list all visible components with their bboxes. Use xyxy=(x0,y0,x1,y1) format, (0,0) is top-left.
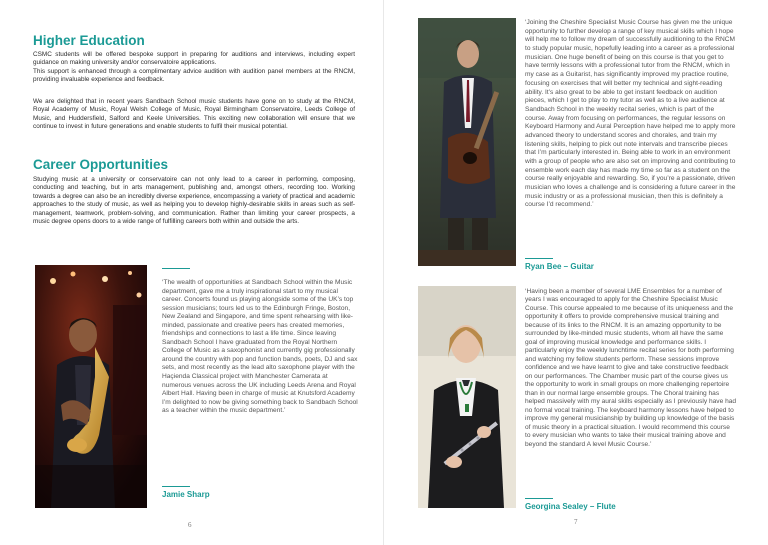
saxophonist-photo xyxy=(35,265,147,508)
higher-education-para-2: This support is enhanced through a complimentary advice audition with audition panel members at the RNCM, providing invaluable experience and feedback. xyxy=(33,68,355,84)
georgina-sealey-rule xyxy=(525,498,553,499)
right-page xyxy=(384,0,768,545)
ryan-bee-name: Ryan Bee – Guitar xyxy=(525,262,594,271)
jamie-sharp-name: Jamie Sharp xyxy=(162,490,210,499)
career-opportunities-heading: Career Opportunities xyxy=(33,157,169,172)
flautist-photo xyxy=(418,286,516,508)
higher-education-heading: Higher Education xyxy=(33,33,145,48)
georgina-sealey-name: Georgina Sealey – Flute xyxy=(525,502,616,511)
career-opportunities-para: Studying music at a university or conservatoire can not only lead to a career in performing, composing, conducting and teaching, but in arts management, publishing and, amongst others, recording too. Working towards a degree can also be an incredibly diverse experience, encompassing a variety of practical and academic approaches to the study of music, as well as helping you to develop highly-desirable skills in areas such as self-management, teamwork, problem-solving, and communication. Rather than limiting your career prospects, a music degree opens doors to a wide range of fulfilling careers both within and outside the arts. xyxy=(33,176,355,226)
testimonial-rule xyxy=(162,268,190,269)
guitarist-photo xyxy=(418,18,516,266)
page-number-right: 7 xyxy=(574,518,578,526)
page-number-left: 6 xyxy=(188,521,192,529)
higher-education-para-1: CSMC students will be offered bespoke support in preparing for auditions and interviews, including expert guidance on making university and/or conservatoire applications. xyxy=(33,51,355,67)
ryan-bee-quote: ‘Joining the Cheshire Specialist Music Course has given me the unique opportunity to further develop a range of key musical skills which I hope will help me to follow my dream of successfully auditioning to the RNCM to study popular music, hopefully leading into a career as a professional musician. One huge benefit of being on this course is that you get to have termly lessons with a professional tutor from the RNCM, which in my case as a Guitarist, has significantly improved my practice routine, focusing on exercises that will better my technical and sight-reading ability. It’s also great to be able to get instant feedback on audition pieces, which I get to play to my tutor as well as to a live audience at Sandbach School in the weekly recital series, which is part of the course. Away from focusing on performances, the regular lessons on Keyboard Harmony and Aural Perception have helped me to apply more advanced theory to understand scores and chorales, and train my listening skills, helping to pick out note intervals and transcribe pieces that I’m particularly interested in. Being able to work in an environment with a group of people who are also set on improving and contributing to ensemble work each day has made my time so far as a student on the course really enjoyable and rewarding. So, if you’re a passionate, driven musician who loves a challenge and is considering a future career in the music industry or as a professional musician, then this is definitely a course I’d recommend.’ xyxy=(525,19,736,209)
jamie-sharp-quote: ‘The wealth of opportunities at Sandbach School within the Music department, gave me a truly inspirational start to my musical career. Concerts found us playing alongside some of the UK’s top session musicians; tours led us to the Edinburgh Fringe, Boston, New Zealand and Singapore, and time spent rehearsing with like-minded, passionate and creative peers has created memories, friendships and connections to last a life time. Since leaving Sandbach School I have graduated from the Royal Northern College of Music as a saxophonist and currently gig professionally around the country with pop and function bands, poets, DJ and sax sets, and most recently as the lead alto saxophone player with the Haçienda Classical project with Manchester Camerata at numerous venues across the UK including Leeds Arena and Royal Albert Hall. Having been in charge of music at Knutsford Academy I’m delighted to now be giving something back to Sandbach School as a teacher within the music department.’ xyxy=(162,279,358,415)
georgina-sealey-quote: ‘Having been a member of several LME Ensembles for a number of years I was encouraged to apply for the Cheshire Specialist Music Course. This course appealed to me because of its uniqueness and the opportunity it offers to provide comprehensive musical training and because of its links to the RNCM. It is an amazing opportunity to be surrounded by like-minded music students, whom all have the same goal of improving musical knowledge and performance skills. I particularly enjoy the weekly lunchtime recital series for both performing and watching my fellow students perform. These sessions improve confidence and we have learnt to give and take constructive feedback on our performances. The Chamber music part of the course gives us the opportunity to work in small groups on more challenging repertoire than in our normal large ensemble groups. The Choral training has helped massively with my aural skills especially as I previously have had no formal vocal training. The keyboard harmony lessons have helped to improve my general musicianship by building up knowledge of the basis of music theory in a practical situation. I would recommend this course to every musician who wants to take their musical training above and beyond the standard A level Music Course.’ xyxy=(525,288,737,448)
ryan-bee-rule xyxy=(525,258,553,259)
higher-education-para-3: We are delighted that in recent years Sandbach School music students have gone on to study at the RNCM, Royal Academy of Music, Royal Welsh College of Music, Royal Birmingham Conservatoire, Leeds College of Music, and Huddersfield, Salford and Keele Universities. This exciting new collaboration will ensure that we continue to invest in future generations and enable students to fulfil their musical potential. xyxy=(33,98,355,131)
testimonial-rule-bottom xyxy=(162,486,190,487)
